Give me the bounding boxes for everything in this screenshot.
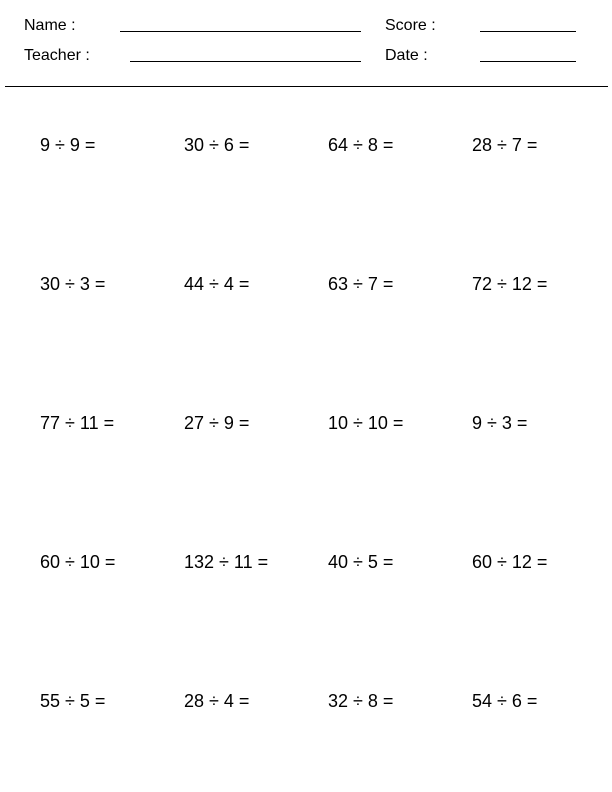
problem: 64 ÷ 8 = bbox=[328, 135, 394, 155]
problem: 132 ÷ 11 = bbox=[184, 552, 269, 572]
problem: 55 ÷ 5 = bbox=[40, 691, 106, 711]
problem: 10 ÷ 10 = bbox=[328, 413, 404, 433]
problem: 60 ÷ 10 = bbox=[40, 552, 116, 572]
problem: 40 ÷ 5 = bbox=[328, 552, 394, 572]
problem: 28 ÷ 4 = bbox=[184, 691, 250, 711]
problem: 63 ÷ 7 = bbox=[328, 274, 394, 294]
score-label: Score : bbox=[385, 17, 436, 34]
problem: 27 ÷ 9 = bbox=[184, 413, 250, 433]
problem: 44 ÷ 4 = bbox=[184, 274, 250, 294]
teacher-label: Teacher : bbox=[24, 47, 90, 64]
problem: 32 ÷ 8 = bbox=[328, 691, 394, 711]
problem: 72 ÷ 12 = bbox=[472, 274, 548, 294]
date-label: Date : bbox=[385, 47, 428, 64]
problem: 30 ÷ 3 = bbox=[40, 274, 106, 294]
name-label: Name : bbox=[24, 17, 76, 34]
problem: 9 ÷ 9 = bbox=[40, 135, 96, 155]
problem: 60 ÷ 12 = bbox=[472, 552, 548, 572]
problem: 28 ÷ 7 = bbox=[472, 135, 538, 155]
problem: 9 ÷ 3 = bbox=[472, 413, 528, 433]
problem: 30 ÷ 6 = bbox=[184, 135, 250, 155]
problem: 54 ÷ 6 = bbox=[472, 691, 538, 711]
problem: 77 ÷ 11 = bbox=[40, 413, 115, 433]
